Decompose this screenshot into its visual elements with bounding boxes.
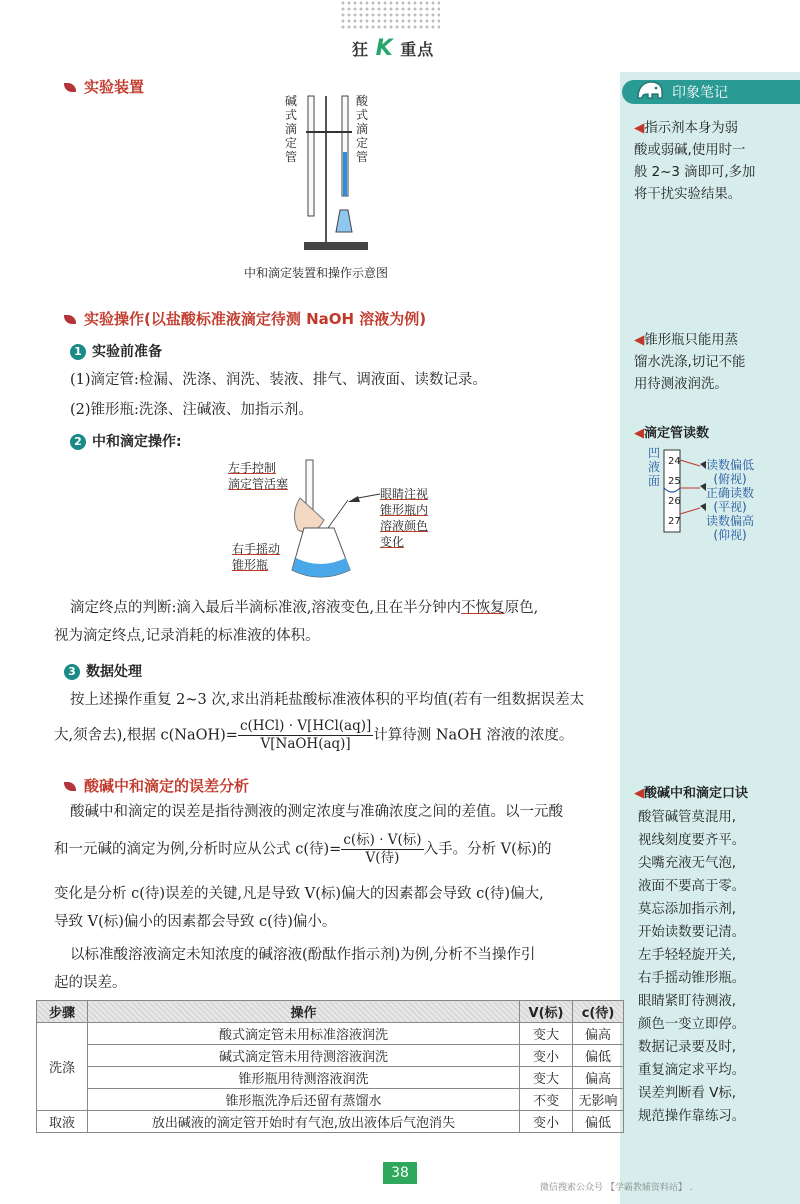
titration-operation-figure bbox=[284, 458, 380, 586]
page-number: 38 bbox=[383, 1162, 417, 1184]
header-logo: 狂 K 重点 bbox=[352, 36, 435, 61]
error-p6: 起的误差。 bbox=[54, 975, 127, 991]
leaf-icon bbox=[64, 315, 76, 324]
note-indicator: ◀指示剂本身为弱 酸或弱碱,使用时一 般 2~3 滴即可,多加 将干扰实验结果。 bbox=[634, 121, 756, 202]
error-p1: 酸碱中和滴定的误差是指待测液的测定浓度与准确浓度之间的差值。以一元酸 bbox=[70, 804, 563, 820]
naoh-formula: $\frac{\text{c(HCl) · V[HCl(aq)]}}{\text{V[NaOH(aq)]}}$ bbox=[239, 718, 372, 752]
header-dot-pattern bbox=[340, 0, 440, 30]
apparatus-caption: 中和滴定装置和操作示意图 bbox=[244, 266, 389, 280]
data-line1: 按上述操作重复 2~3 次,求出消耗盐酸标准液体积的平均值(若有一组数据误差太 bbox=[70, 692, 585, 708]
label-acid-burette: 酸式滴定管 bbox=[356, 94, 369, 164]
c-formula: $\frac{\text{c(标) · V(标)}}{\text{V(待)}}$ bbox=[343, 832, 422, 866]
fig-label-left-hand: 左手控制 滴定管活塞 bbox=[228, 461, 289, 491]
elephant-icon bbox=[634, 74, 668, 104]
fig-label-eye: 眼睛注视 锥形瓶内 溶液颜色 变化 bbox=[380, 487, 429, 549]
data-line2: 大,须舍去),根据 c(NaOH)= $\frac{\text{c(HCl) · V[HCl(aq)]}}{\text{V[NaOH(aq)]}}$ 计算待测 NaOH 溶液的浓度。 bbox=[54, 718, 574, 752]
subsection-data: 3 数据处理 bbox=[64, 661, 142, 681]
endpoint-line2: 视为滴定终点,记录消耗的标准液的体积。 bbox=[54, 628, 320, 644]
note-rhyme: 酸管碱管莫混用, 视线刻度要齐平。 尖嘴充液无气泡, 液面不要高于零。 莫忘添加指示剂, 开始读数要记清。 左手轻轻旋开关, 右手摇动锥形瓶。 眼睛紧盯待测液, 颜色一变立即停。 数据记录要及时, 重复滴定求平均。 误差判断看 V标, 规范操作靠练习。 bbox=[638, 810, 746, 1124]
leaf-icon bbox=[64, 83, 76, 92]
error-p3: 变化是分析 c(待)误差的关键,凡是导致 V(标)偏大的因素都会导致 c(待)偏大, bbox=[54, 886, 544, 902]
section-operation-title: 实验操作(以盐酸标准液滴定待测 NaOH 溶液为例) bbox=[64, 308, 426, 329]
error-analysis-table bbox=[36, 1000, 624, 1133]
titration-apparatus-figure bbox=[296, 92, 376, 254]
note-rhyme-title: ◀酸碱中和滴定口诀 bbox=[634, 786, 749, 801]
leaf-icon bbox=[64, 782, 76, 791]
burette-ticks: 24 25 26 27 bbox=[668, 456, 681, 527]
note-flask: ◀锥形瓶只能用蒸 馏水洗涤,切记不能 用待测液润洗。 bbox=[634, 333, 746, 392]
section-error-title: 酸碱中和滴定的误差分析 bbox=[64, 775, 249, 796]
subsection-titration: 2 中和滴定操作: bbox=[70, 431, 182, 451]
endpoint-line1: 滴定终点的判断:滴入最后半滴标准液,溶液变色,且在半分钟内不恢复原色, bbox=[70, 600, 539, 616]
prep-line-burette: (1)滴定管:检漏、洗涤、润洗、装液、排气、调液面、读数记录。 bbox=[70, 372, 487, 388]
table-header-row: 步骤 操作 V(标) c(待) bbox=[37, 1001, 624, 1023]
subsection-preparation: 1 实验前准备 bbox=[70, 341, 162, 361]
note-burette-reading-title: ◀滴定管读数 bbox=[634, 426, 710, 441]
label-base-burette: 碱式滴定管 bbox=[285, 94, 298, 164]
table-row: 锥形瓶洗净后还留有蒸馏水 不变 无影响 bbox=[37, 1089, 624, 1111]
section-apparatus-title: 实验装置 bbox=[64, 76, 144, 97]
table-row: 洗涤 酸式滴定管未用标准溶液润洗 变大 偏高 bbox=[37, 1023, 624, 1045]
table-row: 碱式滴定管未用待测溶液润洗 变小 偏低 bbox=[37, 1045, 624, 1067]
meniscus-label: 凹 液 面 bbox=[648, 446, 661, 488]
error-p4: 导致 V(标)偏小的因素都会导致 c(待)偏小。 bbox=[54, 914, 337, 930]
error-p5: 以标准酸溶液滴定未知浓度的碱溶液(酚酞作指示剂)为例,分析不当操作引 bbox=[70, 947, 536, 963]
notes-header-title: 印象笔记 bbox=[672, 85, 728, 101]
table-row: 取液 放出碱液的滴定管开始时有气泡,放出液体后气泡消失 变小 偏低 bbox=[37, 1111, 624, 1133]
fig-label-right-hand: 右手摇动 锥形瓶 bbox=[232, 542, 281, 572]
footer-source: 微信搜索公众号 【学霸教辅资料站】 . bbox=[540, 1183, 693, 1193]
prep-line-flask: (2)锥形瓶:洗涤、注碱液、加指示剂。 bbox=[70, 402, 313, 418]
burette-reading-labels: 读数偏低 (俯视) 正确读数 (平视) 读数偏高 (仰视) bbox=[706, 458, 755, 542]
error-p2: 和一元碱的滴定为例,分析时应从公式 c(待)= $\frac{\text{c(标) · V(标)}}{\text{V(待)}}$ 入手。分析 V(标)的 bbox=[54, 832, 552, 866]
table-row: 锥形瓶用待测溶液润洗 变大 偏高 bbox=[37, 1067, 624, 1089]
